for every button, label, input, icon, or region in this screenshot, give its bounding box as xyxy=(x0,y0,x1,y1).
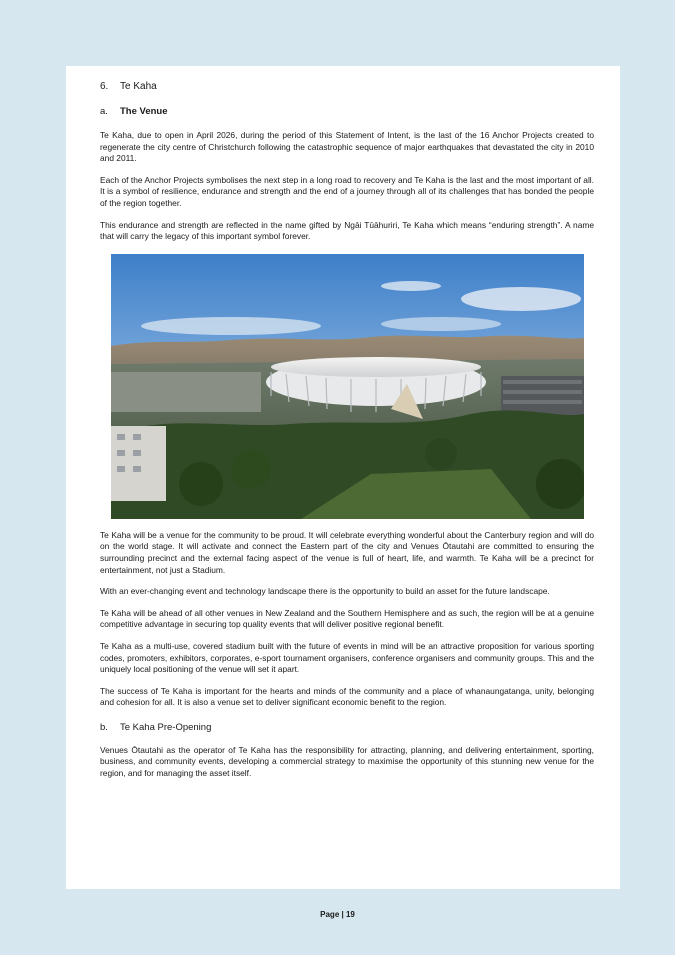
subsection-a-heading xyxy=(100,105,594,118)
subsection-b-letter: b. xyxy=(100,721,108,733)
subsection-a-title: The Venue xyxy=(120,106,168,117)
paragraph: This endurance and strength are reflected in the name gifted by Ngāi Tūāhuriri, Te Kaha which means “enduring strength”. A name that will carry the legacy of this important symbol forever. xyxy=(100,219,594,242)
paragraph: Te Kaha as a multi-use, covered stadium built with the future of events in mind will be an attractive proposition for various sporting codes, promoters, exhibitors, corporates, e-sport tournament organisers, conference organisers and community groups. This and the uniquely local positioning of the venue will set it apart. xyxy=(100,640,594,675)
document-page xyxy=(66,66,620,889)
subsection-b-heading xyxy=(100,721,594,734)
page-number: Page | 19 xyxy=(320,910,355,919)
subsection-a-letter: a. xyxy=(100,106,108,117)
paragraph: Each of the Anchor Projects symbolises the next step in a long road to recovery and Te Kaha is the last and the most important of all. It is a symbol of resilience, endurance and strength and the end of a journey through all of its challenges that has bonded the people of the region together. xyxy=(100,174,594,208)
page-content xyxy=(100,80,594,780)
subsection-b-title: Te Kaha Pre-Opening xyxy=(120,721,212,733)
paragraph: Te Kaha will be ahead of all other venues in New Zealand and the Southern Hemisphere and as such, the region will be at a genuine competitive advantage in securing top quality events that will deliver positive regional benefit. xyxy=(100,607,594,630)
paragraph: Te Kaha, due to open in April 2026, during the period of this Statement of Intent, is the last of the 16 Anchor Projects created to regenerate the city centre of Christchurch following the catastrophic sequence of major earthquakes that devastated the city in 2010 and 2011. xyxy=(100,130,594,164)
paragraph: With an ever-changing event and technology landscape there is the opportunity to build an asset for the future landscape. xyxy=(100,586,550,597)
stadium-rendering-image xyxy=(111,254,584,519)
section-title: Te Kaha xyxy=(120,81,157,92)
paragraph: Te Kaha will be a venue for the community to be proud. It will celebrate everything wonderful about the Canterbury region and will do on the world stage. It will activate and connect the Eastern part of the city and Venues Ōtautahi are committed to ensuring the surrounding precinct and the external facing aspect of the venue is full of heart, life, and warmth. Te Kaha will be a precinct for entertainment, not just a Stadium. xyxy=(100,529,594,575)
paragraph: The success of Te Kaha is important for the hearts and minds of the community and a place of whanaungatanga, unity, belonging and cohesion for all. It is also a venue set to deliver significant economic benefit to the region. xyxy=(100,685,594,708)
section-heading xyxy=(100,80,594,93)
section-number: 6. xyxy=(100,81,109,92)
paragraph: Venues Ōtautahi as the operator of Te Kaha has the responsibility for attracting, planning, and delivering entertainment, sporting, business, and community events, developing a commercial strategy to maximise the opportunity of this stunning new venue for the region, and for managing the asset itself. xyxy=(100,744,594,779)
